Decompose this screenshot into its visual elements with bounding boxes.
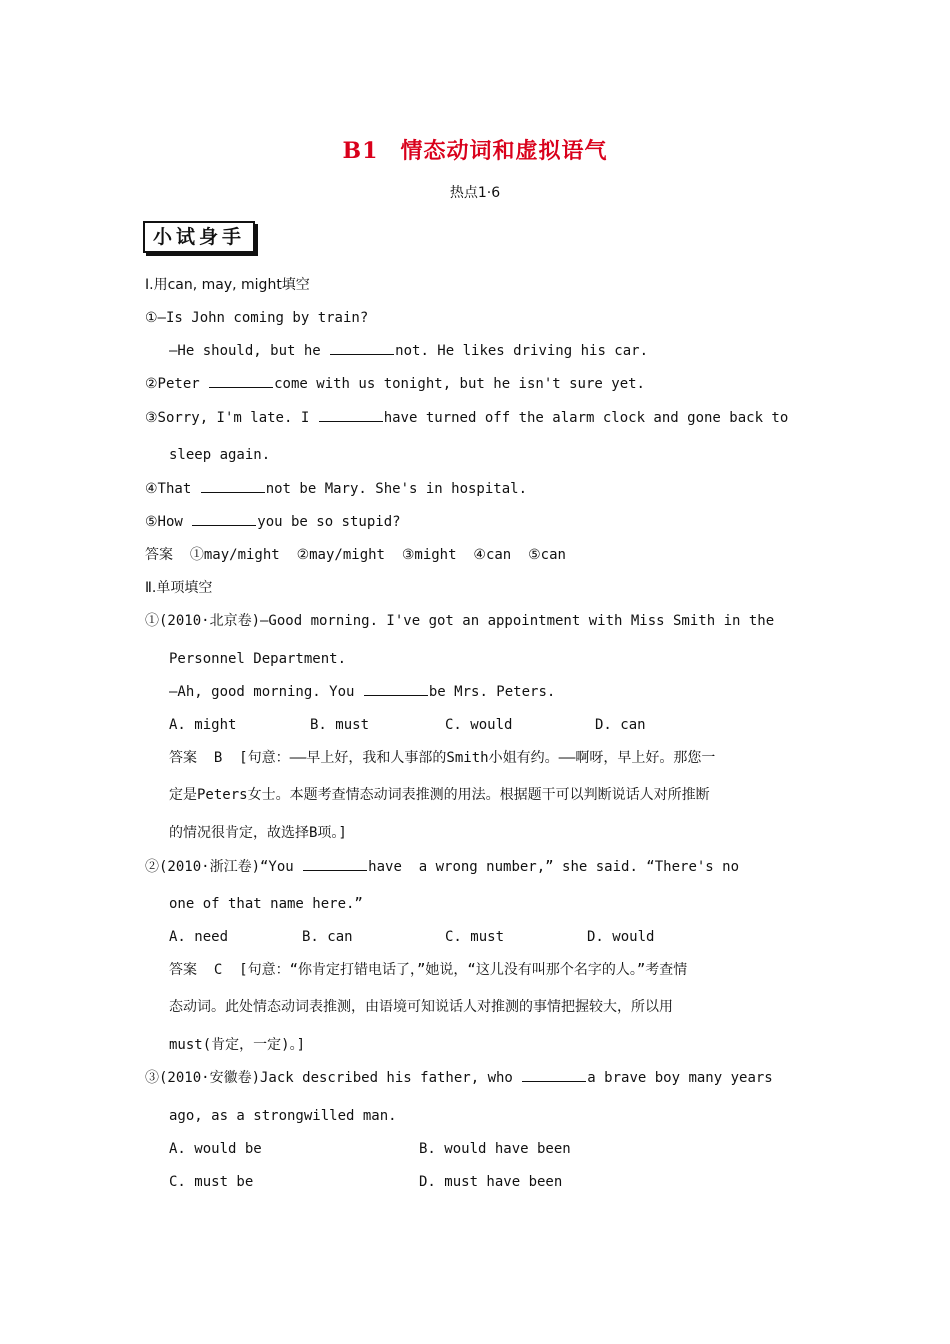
- p2-q3-option-d[interactable]: D. must have been: [419, 1174, 563, 1190]
- p2-q1-line2: Personnel Department.: [169, 651, 347, 667]
- p2-q1-answer-3: 的情况很肯定，故选择B项。]: [169, 825, 347, 841]
- part1-heading: Ⅰ.用can, may, might填空: [145, 277, 310, 293]
- p2-q2-option-b[interactable]: B. can: [302, 929, 353, 945]
- text: ④That: [145, 481, 200, 497]
- p2-q3-line1: [145, 1068, 773, 1088]
- section-badge: 小试身手: [143, 221, 255, 253]
- p2-q2-line2: one of that name here.”: [169, 896, 363, 912]
- answer-blank[interactable]: [209, 374, 273, 388]
- p2-q1-option-b[interactable]: B. must: [310, 717, 370, 733]
- text: have a wrong number,” she said. “There's no: [368, 859, 740, 875]
- answer-blank[interactable]: [319, 408, 383, 422]
- part2-heading: Ⅱ.单项填空: [145, 580, 213, 596]
- p1-question-4: [145, 479, 527, 499]
- p2-q2-option-d[interactable]: D. would: [587, 929, 655, 945]
- text: ②Peter: [145, 376, 209, 392]
- p2-q1-line3: [169, 682, 555, 702]
- p2-q3-option-a[interactable]: A. would be: [169, 1141, 262, 1157]
- p1-question-1b: [169, 341, 648, 361]
- text: a brave boy many years: [587, 1070, 773, 1086]
- p2-q2-line1: [145, 857, 739, 877]
- text: ②(2010·浙江卷)“You: [145, 859, 303, 875]
- p2-q2-answer-1: 答案 C [句意：“你肯定打错电话了，”她说，“这儿没有叫那个名字的人。”考查情: [169, 962, 688, 978]
- p1-answer: 答案 ①may/might ②may/might ③might ④can ⑤can: [145, 547, 566, 563]
- text: come with us tonight, but he isn't sure yet.: [274, 376, 645, 392]
- p2-q1-option-d[interactable]: D. can: [595, 717, 646, 733]
- answer-blank[interactable]: [192, 512, 256, 526]
- p1-question-1a: ①—Is John coming by train?: [145, 310, 369, 326]
- p2-q3-option-b[interactable]: B. would have been: [419, 1141, 571, 1157]
- p2-q2-option-a[interactable]: A. need: [169, 929, 229, 945]
- p1-question-3-cont: sleep again.: [169, 447, 271, 463]
- text: ③Sorry, I'm late. I: [145, 410, 318, 426]
- p2-q3-line2: ago, as a strongwilled man.: [169, 1108, 397, 1124]
- section-code: B1: [342, 138, 379, 164]
- page-subtitle: 热点1·6: [449, 185, 501, 201]
- section-title: 情态动词和虚拟语气: [400, 138, 608, 164]
- p2-q3-option-c[interactable]: C. must be: [169, 1174, 254, 1190]
- answer-blank[interactable]: [303, 857, 367, 871]
- p2-q2-answer-3: must(肯定，一定)。]: [169, 1037, 306, 1053]
- answer-blank[interactable]: [201, 479, 265, 493]
- text: be Mrs. Peters.: [428, 684, 556, 700]
- text: not. He likes driving his car.: [395, 343, 649, 359]
- text: you be so stupid?: [257, 514, 401, 530]
- p1-question-5: [145, 512, 401, 532]
- page-title: [0, 134, 950, 165]
- text: not be Mary. She's in hospital.: [265, 481, 527, 497]
- answer-blank[interactable]: [364, 682, 428, 696]
- answer-blank[interactable]: [522, 1068, 586, 1082]
- text: —He should, but he: [169, 343, 330, 359]
- text: have turned off the alarm clock and gone back to: [383, 410, 789, 426]
- p1-question-2: [145, 374, 645, 394]
- p2-q2-answer-2: 态动词。此处情态动词表推测，由语境可知说话人对推测的事情把握较大，所以用: [169, 999, 673, 1015]
- answer-blank[interactable]: [330, 341, 394, 355]
- p2-q1-option-c[interactable]: C. would: [445, 717, 513, 733]
- p2-q1-answer-2: 定是Peters女士。本题考查情态动词表推测的用法。根据题干可以判断说话人对所推断: [169, 787, 710, 803]
- p2-q1-line1: ①(2010·北京卷)—Good morning. I've got an appointment with Miss Smith in the: [145, 613, 775, 629]
- text: —Ah, good morning. You: [169, 684, 363, 700]
- text: ⑤How: [145, 514, 192, 530]
- p2-q1-answer-1: 答案 B [句意：——早上好，我和人事部的Smith小姐有约。——啊呀，早上好。那您一: [169, 750, 716, 766]
- p2-q2-option-c[interactable]: C. must: [445, 929, 505, 945]
- text: ③(2010·安徽卷)Jack described his father, who: [145, 1070, 522, 1086]
- p1-question-3: [145, 408, 788, 428]
- p2-q1-option-a[interactable]: A. might: [169, 717, 237, 733]
